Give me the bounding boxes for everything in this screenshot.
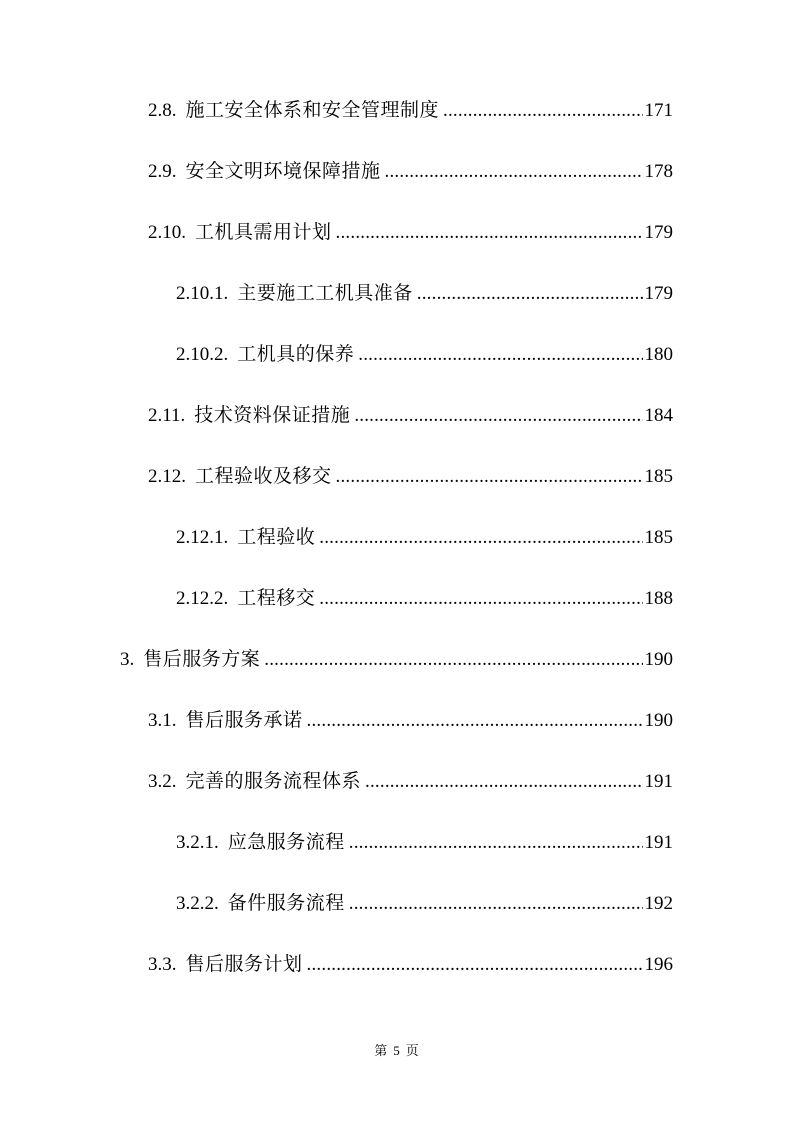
toc-entry-page: 179 [644, 283, 673, 304]
toc-entry-title: 应急服务流程 [227, 831, 345, 853]
toc-entry[interactable] [148, 157, 673, 185]
toc-entry-title: 工程移交 [237, 587, 316, 609]
toc-entry-number: 3. [120, 649, 135, 670]
dot-leader [336, 219, 643, 247]
toc-entry-number: 3.2.2. [176, 893, 219, 914]
dot-leader [349, 890, 643, 918]
toc-entry-number: 2.11. [148, 405, 186, 426]
toc-entry[interactable] [176, 584, 673, 612]
toc-entry-page: 171 [644, 100, 673, 121]
toc-entry-title: 售后服务方案 [143, 648, 261, 670]
toc-entry-page: 190 [644, 649, 673, 670]
dot-leader [354, 402, 642, 430]
toc-entry-page: 180 [644, 344, 673, 365]
toc-entry-page: 185 [644, 466, 673, 487]
toc-entry-number: 3.2. [148, 771, 177, 792]
dot-leader [417, 280, 643, 308]
toc-entry-page: 179 [644, 222, 673, 243]
toc-entry[interactable] [148, 401, 673, 429]
toc-entry-number: 2.10.2. [176, 344, 229, 365]
toc-entry-page: 191 [644, 832, 673, 853]
toc-entry-title: 工程验收 [237, 526, 316, 548]
dot-leader [358, 341, 642, 369]
toc-entry-title: 安全文明环境保障措施 [185, 160, 381, 182]
toc-entry-number: 3.3. [148, 954, 177, 975]
toc-entry-number: 3.2.1. [176, 832, 219, 853]
footer-suffix: 页 [405, 1043, 419, 1058]
dot-leader [319, 524, 642, 552]
toc-entry-page: 185 [644, 527, 673, 548]
toc-entry-page: 196 [644, 954, 673, 975]
toc-entry[interactable] [176, 279, 673, 307]
toc-entry[interactable] [148, 767, 673, 795]
dot-leader [349, 829, 643, 857]
dot-leader [319, 585, 642, 613]
toc-entry-page: 191 [644, 771, 673, 792]
toc-entry-number: 2.12.2. [176, 588, 229, 609]
toc-entry-number: 2.10. [148, 222, 186, 243]
toc-entry[interactable] [120, 645, 673, 673]
dot-leader [336, 463, 643, 491]
toc-entry-page: 178 [644, 161, 673, 182]
toc-entry-title: 工机具的保养 [237, 343, 355, 365]
toc-entry-title: 完善的服务流程体系 [185, 770, 362, 792]
toc-entry-title: 备件服务流程 [227, 892, 345, 914]
toc-entry-number: 2.12. [148, 466, 186, 487]
toc-entry[interactable] [176, 828, 673, 856]
toc-entry-title: 技术资料保证措施 [194, 404, 351, 426]
toc-entry[interactable] [148, 218, 673, 246]
toc-entry[interactable] [148, 462, 673, 490]
toc-entry-title: 工机具需用计划 [195, 221, 332, 243]
dot-leader [365, 768, 642, 796]
toc-entry-number: 2.12.1. [176, 527, 229, 548]
toc-entry[interactable] [148, 706, 673, 734]
toc-entry[interactable] [148, 950, 673, 978]
footer-page-number: 5 [393, 1043, 400, 1058]
toc-entry[interactable] [176, 889, 673, 917]
toc-entry-number: 2.10.1. [176, 283, 229, 304]
toc-entry-number: 3.1. [148, 710, 177, 731]
page-footer [0, 1040, 793, 1059]
toc-entry-title: 售后服务承诺 [185, 709, 303, 731]
footer-prefix: 第 [374, 1043, 388, 1058]
toc-entry-page: 190 [644, 710, 673, 731]
toc-entry-number: 2.8. [148, 100, 177, 121]
toc-entry-page: 184 [644, 405, 673, 426]
dot-leader [443, 97, 642, 125]
toc-entry[interactable] [176, 340, 673, 368]
toc-entry-title: 售后服务计划 [185, 953, 303, 975]
toc-entry-number: 2.9. [148, 161, 177, 182]
dot-leader [307, 951, 643, 979]
dot-leader [264, 646, 642, 674]
toc-entry[interactable] [176, 523, 673, 551]
toc-entry-title: 工程验收及移交 [195, 465, 332, 487]
dot-leader [385, 158, 643, 186]
toc-entry-page: 192 [644, 893, 673, 914]
toc-entry-title: 主要施工工机具准备 [237, 282, 413, 304]
dot-leader [307, 707, 643, 735]
toc-entry[interactable] [148, 96, 673, 124]
toc-entry-title: 施工安全体系和安全管理制度 [185, 99, 440, 121]
toc-entry-page: 188 [644, 588, 673, 609]
